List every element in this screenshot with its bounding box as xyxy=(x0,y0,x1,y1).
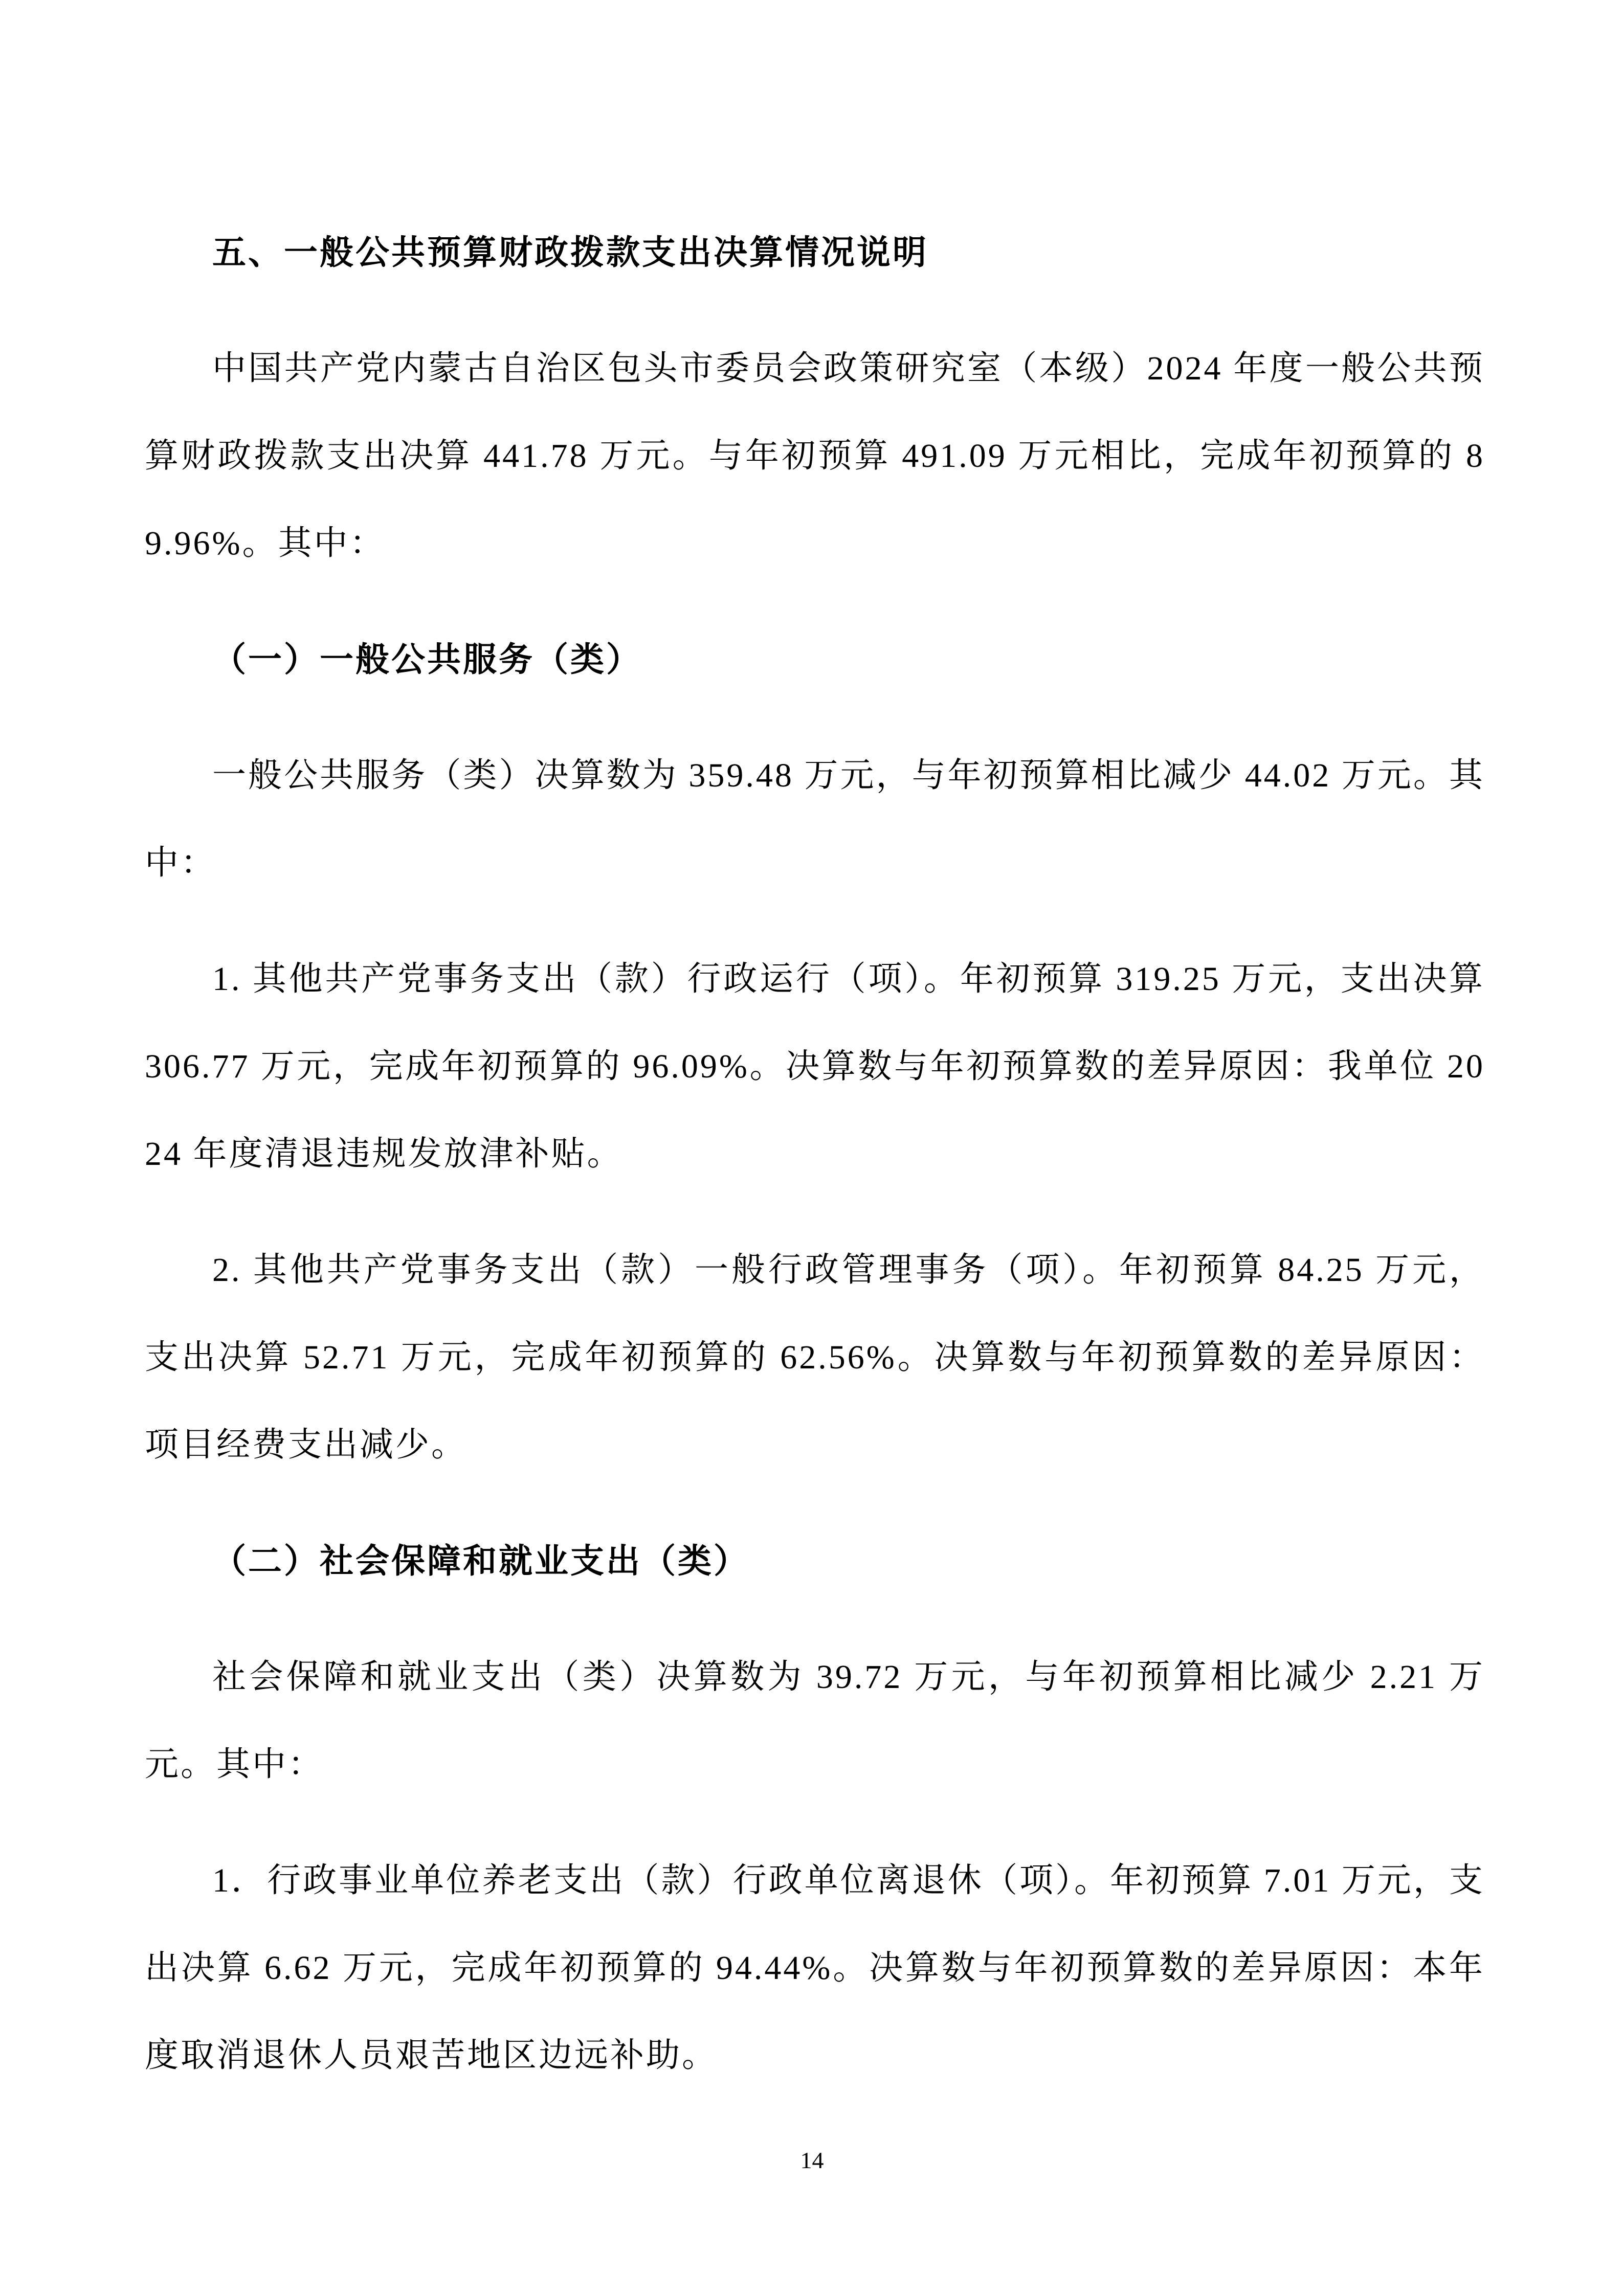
subsection-1-item-2: 2. 其他共产党事务支出（款）一般行政管理事务（项）。年初预算 84.25 万元，支出决算 52.71 万元，完成年初预算的 62.56%。决算数与年初预算数的差异原因：项目经费支出减少。 xyxy=(145,1251,1485,1464)
subsection-2-heading: （二）社会保障和就业支出（类） xyxy=(212,1542,749,1580)
subsection-2-summary: 社会保障和就业支出（类）决算数为 39.72 万元，与年初预算相比减少 2.21 万元。其中： xyxy=(145,1658,1485,1783)
page-number: 14 xyxy=(800,2147,824,2173)
intro-paragraph: 中国共产党内蒙古自治区包头市委员会政策研究室（本级）2024 年度一般公共预算财政拨款支出决算 441.78 万元。与年初预算 491.09 万元相比，完成年初预算的 89.96%。其中： xyxy=(145,350,1485,562)
subsection-1-heading: （一）一般公共服务（类） xyxy=(212,640,642,678)
document-content xyxy=(145,209,1485,2128)
subsection-1-item-1: 1. 其他共产党事务支出（款）行政运行（项）。年初预算 319.25 万元，支出决算 306.77 万元，完成年初预算的 96.09%。决算数与年初预算数的差异原因：我单位 2024 年度清退违规发放津补贴。 xyxy=(145,960,1485,1173)
subsection-1-summary: 一般公共服务（类）决算数为 359.48 万元，与年初预算相比减少 44.02 万元。其中： xyxy=(145,757,1485,882)
subsection-2-item-1: 1．行政事业单位养老支出（款）行政单位离退休（项）。年初预算 7.01 万元，支出决算 6.62 万元，完成年初预算的 94.44%。决算数与年初预算数的差异原因：本年度取消退休人员艰苦地区边远补助。 xyxy=(145,1862,1485,2074)
section-title: 五、一般公共预算财政拨款支出决算情况说明 xyxy=(212,233,928,271)
